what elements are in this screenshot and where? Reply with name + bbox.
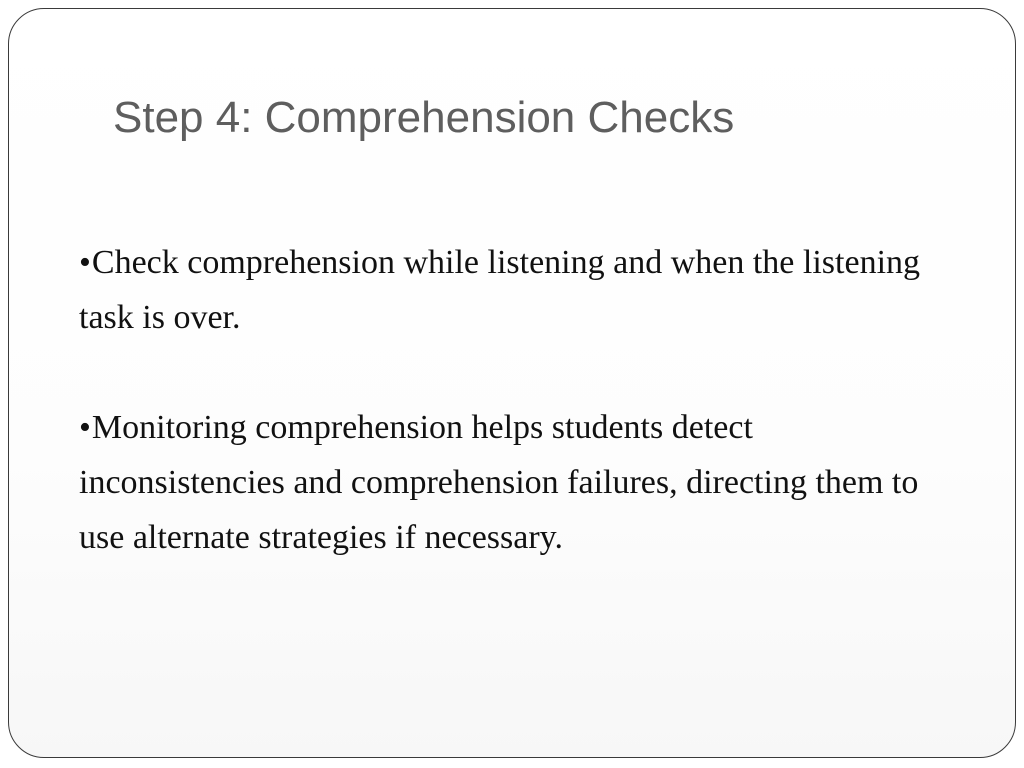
slide-frame (8, 8, 1016, 758)
slide-body (79, 235, 959, 620)
bullet-text: Check comprehension while listening and when the listening task is over. (79, 244, 921, 336)
bullet-item (79, 235, 959, 345)
bullet-item (79, 400, 919, 565)
slide-title: Step 4: Comprehension Checks (113, 93, 735, 142)
bullet-text: Monitoring comprehension helps students detect inconsistencies and comprehension failures, directing them to use alternate strategies if necessary. (79, 409, 919, 556)
bullet-marker: • (79, 244, 91, 281)
bullet-marker: • (79, 409, 91, 446)
